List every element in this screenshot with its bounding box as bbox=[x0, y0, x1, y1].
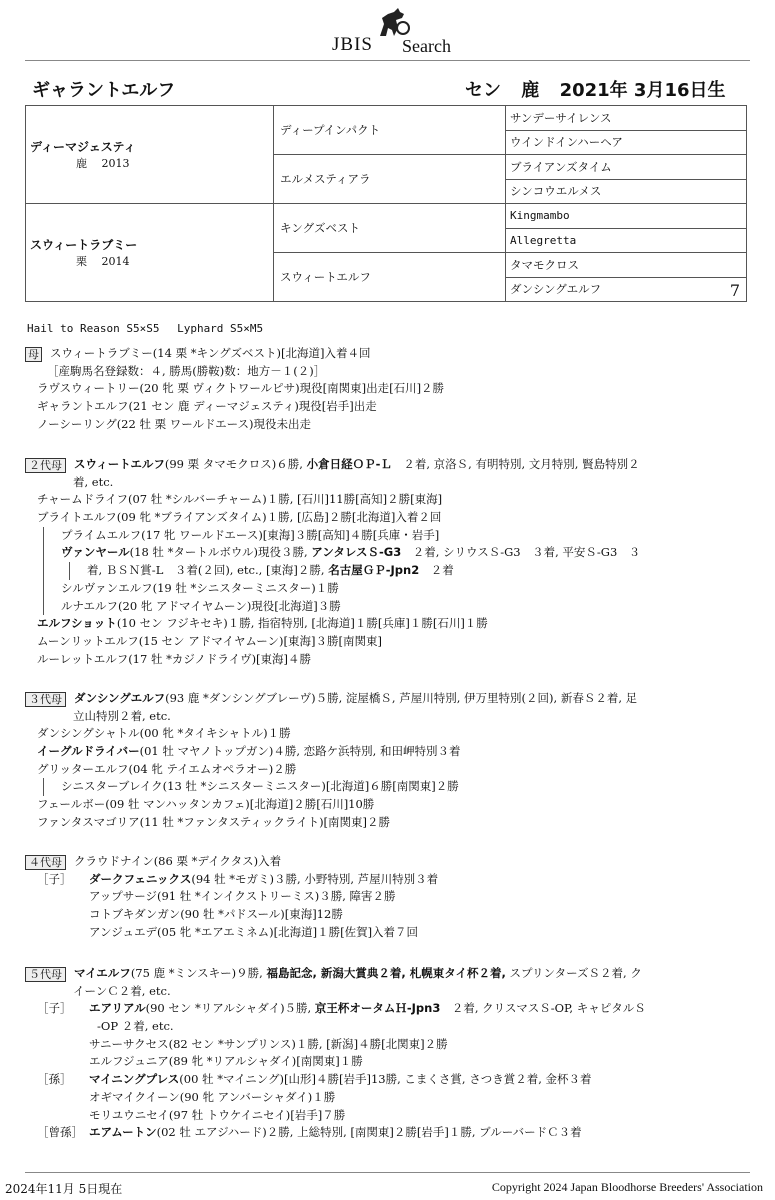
list-item: グリッターエルフ(04 牝 テイエムオペラオー)２勝 bbox=[37, 761, 297, 776]
footer-date: 2024年11月 5日現在 bbox=[5, 1182, 123, 1196]
horse-birth: 2021年 3月16日生 bbox=[559, 80, 726, 101]
g3-ancestor-6[interactable]: Allegretta bbox=[506, 228, 747, 253]
horse-link[interactable]: ダークフェニックス bbox=[89, 871, 192, 886]
list-item: モリユウニセイ(97 牡 トウケイニセイ)[岩手]７勝 bbox=[89, 1107, 346, 1122]
dam-dam-cell[interactable]: スウィートエルフ bbox=[274, 253, 506, 302]
pedigree-table bbox=[25, 105, 747, 302]
g3-ancestor-3[interactable]: ブライアンズタイム bbox=[506, 155, 747, 180]
relation-tag: ［曾孫］ bbox=[37, 1125, 83, 1140]
footer-divider bbox=[25, 1172, 750, 1173]
horse-info bbox=[465, 76, 740, 102]
g3-ancestor-2[interactable]: ウインドインハーヘア bbox=[506, 130, 747, 155]
list-item: シルヴァンエルフ(19 牡 *シニスターミニスター)１勝 bbox=[25, 580, 765, 598]
list-item: イーンＣ２着, etc. bbox=[73, 983, 171, 998]
list-item: ダンシングシャトル(00 牝 *タイキシャトル)１勝 bbox=[37, 726, 291, 741]
list-item: ムーンリットエルフ(15 セン アドマイヤムーン)[東海]３勝[南関東] bbox=[37, 633, 382, 648]
logo-text-jbis: JBIS bbox=[332, 34, 373, 55]
list-item: ［曾孫］ エアムートン(02 牡 エアジハード)２勝, 上総特別, [南関東]２勝[岩手]１勝, ブルーバードＣ３着 bbox=[25, 1124, 765, 1142]
family-number: 7 bbox=[729, 280, 740, 300]
list-item: ノーシーリング(22 牡 栗 ワールドエース)現役未出走 bbox=[37, 416, 312, 431]
list-item: ヴァンヤール(18 牡 *タートルボウル)現役３勝, アンタレスＳ-G3 ２着, シリウスＳ-G3 ３着, 平安Ｓ-G3 ３ bbox=[25, 544, 765, 562]
sire-name[interactable]: ディーマジェスティ bbox=[30, 140, 136, 154]
dam-name-link[interactable]: スウィートエルフ bbox=[74, 457, 165, 471]
tree-line bbox=[43, 580, 44, 598]
sire-dam-cell[interactable]: エルメスティアラ bbox=[274, 155, 506, 204]
list-item: シニスターブレイク(13 牡 *シニスターミニスター)[北海道]６勝[南関東]２勝 bbox=[25, 778, 765, 796]
dam-name[interactable]: スウィートラブミー bbox=[30, 238, 138, 252]
list-item: ギャラントエルフ(21 セン 鹿 ディーマジェスティ)現役[岩手]出走 bbox=[37, 399, 377, 414]
horse-link[interactable]: エアムートン bbox=[89, 1125, 157, 1140]
list-item: オギマイクイーン(90 牝 アンバーシャダイ)１勝 bbox=[89, 1089, 336, 1104]
tree-line bbox=[43, 527, 44, 545]
horse-name: ギャラントエルフ bbox=[32, 80, 176, 101]
dam-name-link[interactable]: ダンシングエルフ bbox=[74, 691, 166, 705]
list-item: プライムエルフ(17 牝 ワールドエース)[東海]３勝[高知]４勝[兵庫・岩手] bbox=[25, 527, 765, 545]
list-item: ブライトエルフ(09 牝 *ブライアンズタイム)１勝, [広島]２勝[北海道]入着２回 bbox=[37, 510, 442, 525]
pedigree-sire-cell[interactable] bbox=[26, 106, 274, 204]
sire-color-year: 鹿 2013 bbox=[76, 157, 130, 170]
third-dam-section bbox=[25, 690, 765, 832]
list-item: ［子］ ダークフェニックス(94 牡 *モガミ)３勝, 小野特別, 芦屋川特別３着 bbox=[25, 871, 765, 889]
dam-name-link[interactable]: マイエルフ bbox=[74, 966, 131, 980]
dam-color-year: 栗 2014 bbox=[76, 255, 130, 268]
tree-line bbox=[43, 544, 44, 562]
g3-ancestor-7[interactable]: タマモクロス bbox=[506, 253, 747, 278]
g3-ancestor-1[interactable]: サンデーサイレンス bbox=[506, 106, 747, 131]
list-item: ３代母 ダンシングエルフ(93 鹿 *ダンシングブレーヴ)５勝, 淀屋橋Ｓ, 芦屋川特別, 伊万里特別(２回), 新春Ｓ２着, 足 bbox=[25, 690, 765, 708]
list-item: 着, etc. bbox=[73, 474, 114, 489]
dam-sire-cell[interactable]: キングズベスト bbox=[274, 204, 506, 253]
logo-text-search: Search bbox=[402, 36, 451, 56]
relation-tag: ［子］ bbox=[37, 871, 72, 886]
tree-line bbox=[43, 562, 44, 580]
list-item: ［子］ エアリアル(90 セン *リアルシャダイ)５勝, 京王杯オータムＨ-Jpn3 ２着, クリスマスＳ-OP, キャピタルＳ bbox=[25, 1000, 765, 1018]
dam-section bbox=[25, 345, 765, 433]
list-item: 立山特別２着, etc. bbox=[73, 708, 171, 723]
list-item: ルーレットエルフ(17 牡 *カジノドライヴ)[東海]４勝 bbox=[37, 651, 312, 666]
g3-ancestor-4[interactable]: シンコウエルメス bbox=[506, 179, 747, 204]
second-dam-section bbox=[25, 456, 765, 668]
section-badge: ２代母 bbox=[25, 458, 66, 473]
list-item: ルナエルフ(20 牝 アドマイヤムーン)現役[北海道]３勝 bbox=[25, 598, 765, 616]
horse-link[interactable]: エルフショット bbox=[37, 616, 117, 631]
horse-color: 鹿 bbox=[521, 80, 540, 101]
horse-link[interactable]: マイニングプレス bbox=[89, 1072, 180, 1087]
list-item: ［孫］ マイニングプレス(00 牡 *マイニング)[山形]４勝[岩手]13勝, こまくさ賞, さつき賞２着, 金杯３着 bbox=[25, 1071, 765, 1089]
list-item: ４代母 クラウドナイン(86 栗 *デイクタス)入着 bbox=[25, 853, 765, 871]
horse-sex: セン bbox=[465, 80, 501, 101]
list-item: 着, ＢＳＮ賞-L ３着(２回), etc., [東海]２勝, 名古屋ＧＰ-Jpn2 ２着 bbox=[25, 562, 765, 580]
section-badge: ５代母 bbox=[25, 967, 66, 982]
g3-ancestor-8-cell[interactable] bbox=[506, 277, 747, 302]
horse-link[interactable]: エアリアル bbox=[89, 1001, 146, 1016]
header-divider bbox=[25, 60, 750, 61]
list-item: ［産駒馬名登録数：４, 勝馬(勝鞍)数：地方－１(２)］ bbox=[47, 363, 326, 378]
list-item: アンジュエデ(05 牝 *エアエミネム)[北海道]１勝[佐賀]入着７回 bbox=[89, 924, 419, 939]
list-item: イーグルドライバー(01 牡 マヤノトップガン)４勝, 恋路ケ浜特別, 和田岬特別３着 bbox=[37, 744, 461, 759]
relation-tag: ［孫］ bbox=[37, 1072, 72, 1087]
list-item: エルフショット(10 セン フジキセキ)１勝, 指宿特別, [北海道]１勝[兵庫]１勝[石川]１勝 bbox=[37, 616, 488, 631]
list-item: チャームドライフ(07 牡 *シルバーチャーム)１勝, [石川]11勝[高知]２勝[東海] bbox=[37, 492, 443, 507]
list-item: -OP ２着, etc. bbox=[97, 1019, 174, 1034]
list-item: ２代母 スウィートエルフ(99 栗 タマモクロス)６勝, 小倉日経ＯＰ-Ｌ ２着, 京洛Ｓ, 有明特別, 文月特別, 賢島特別２ bbox=[25, 456, 765, 474]
footer-copyright: Copyright 2024 Japan Bloodhorse Breeders' Association bbox=[491, 1180, 763, 1194]
tree-line bbox=[43, 778, 44, 796]
horse-link[interactable]: ヴァンヤール bbox=[61, 545, 130, 560]
list-item: ５代母 マイエルフ(75 鹿 *ミンスキー)９勝, 福島記念, 新潟大賞典２着, 札幌東タイ杯２着, スプリンターズＳ２着, ク bbox=[25, 965, 765, 983]
horse-logo-icon bbox=[374, 8, 410, 38]
g3-ancestor-8[interactable]: ダンシングエルフ bbox=[510, 282, 602, 297]
relation-tag: ［子］ bbox=[37, 1001, 72, 1016]
list-item: サニーサクセス(82 セン *サンプリンス)１勝, [新潟]４勝[北関東]２勝 bbox=[89, 1036, 448, 1051]
tree-line bbox=[69, 562, 70, 580]
list-item: コトブキダンガン(90 牡 *パドスール)[東海]12勝 bbox=[89, 907, 343, 922]
horse-link[interactable]: イーグルドライバー bbox=[37, 744, 140, 759]
fifth-dam-section bbox=[25, 965, 765, 1142]
pedigree-dam-cell[interactable] bbox=[26, 204, 274, 302]
g3-ancestor-5[interactable]: Kingmambo bbox=[506, 204, 747, 229]
section-badge: 母 bbox=[25, 347, 42, 362]
section-badge: ３代母 bbox=[25, 692, 66, 707]
jbis-search-logo[interactable] bbox=[330, 8, 470, 56]
list-item: アップサージ(91 牡 *インイクストリーミス)３勝, 障害２勝 bbox=[89, 889, 396, 904]
list-item: ファンタスマゴリア(11 牡 *ファンタスティックライト)[南関東]２勝 bbox=[37, 814, 391, 829]
sire-sire-cell[interactable]: ディープインパクト bbox=[274, 106, 506, 155]
list-item: フェールボー(09 牡 マンハッタンカフェ)[北海道]２勝[石川]10勝 bbox=[37, 797, 375, 812]
section-badge: ４代母 bbox=[25, 855, 66, 870]
list-item: ラヴスウィートリー(20 牝 栗 ヴィクトワールピサ)現役[南関東]出走[石川]２勝 bbox=[37, 381, 445, 396]
list-item: エルフジュニア(89 牝 *リアルシャダイ)[南関東]１勝 bbox=[89, 1054, 363, 1069]
inbreeding-info: Hail to Reason S5×S5 Lyphard S5×M5 bbox=[27, 322, 264, 335]
tree-line bbox=[43, 598, 44, 616]
list-item: 母 スウィートラブミー(14 栗 *キングズベスト)[北海道]入着４回 bbox=[25, 345, 765, 363]
fourth-dam-section bbox=[25, 853, 765, 941]
